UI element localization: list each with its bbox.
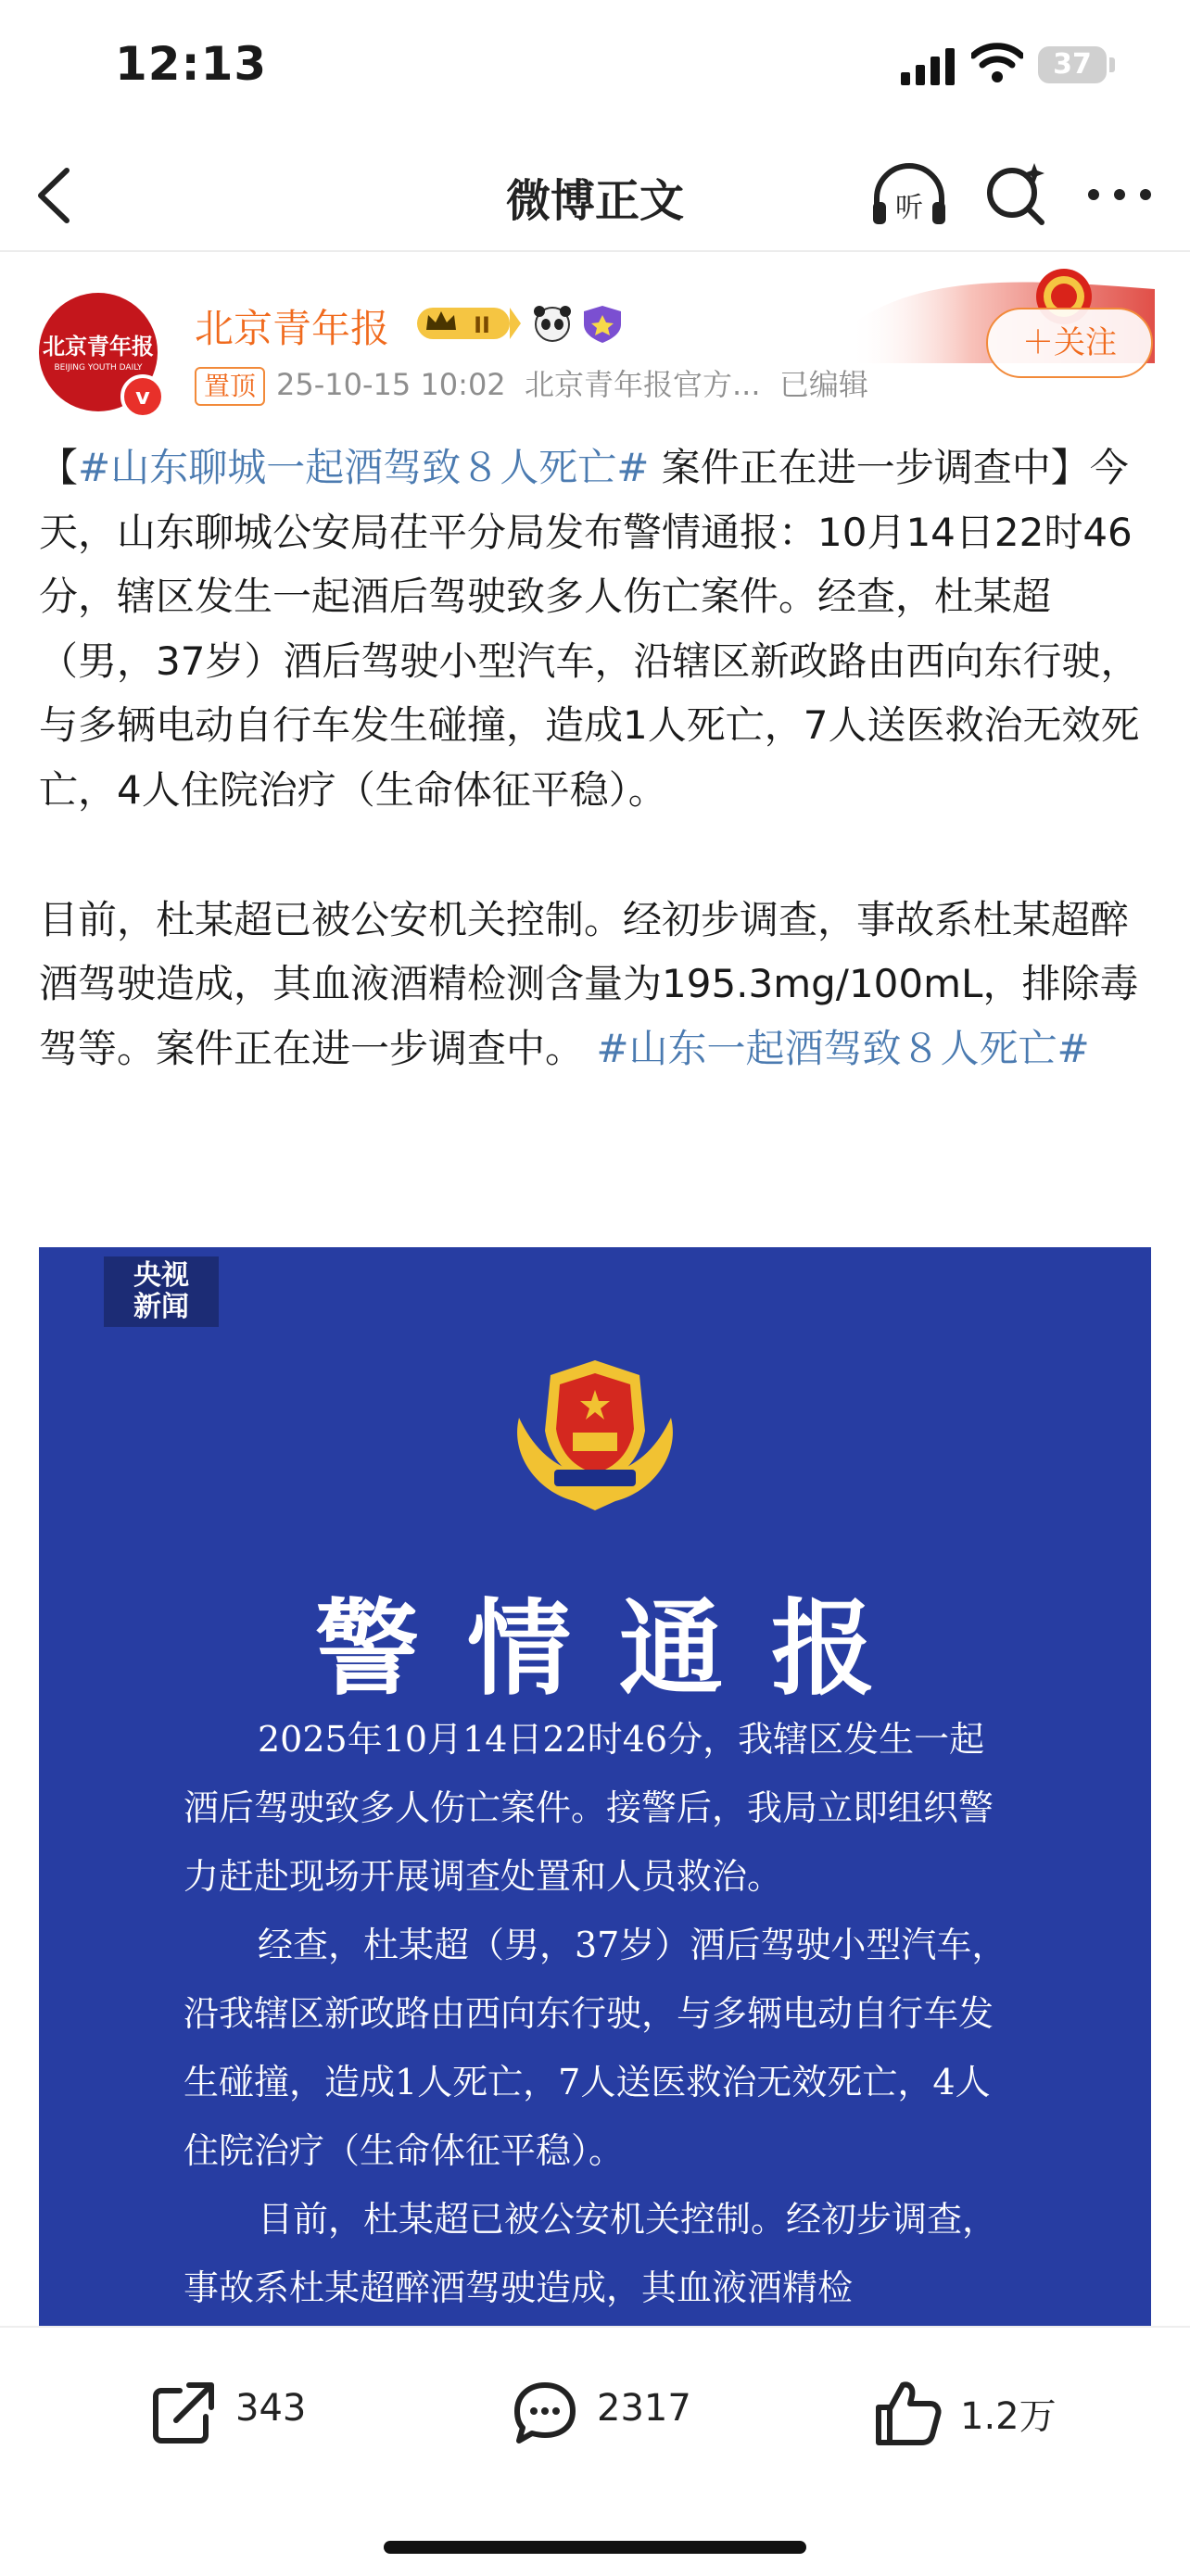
status-time: 12:13 xyxy=(115,37,268,91)
shield-badge-icon xyxy=(584,306,621,343)
nav-bar xyxy=(0,139,1190,252)
share-count: 343 xyxy=(235,2387,307,2430)
status-bar xyxy=(0,0,1190,139)
home-indicator[interactable] xyxy=(384,2541,806,2554)
share-icon xyxy=(146,2376,221,2450)
crown-level-badge-icon xyxy=(417,308,521,339)
post-source: 北京青年报官方... xyxy=(525,367,761,402)
notice-paragraph: 经查，杜某超（男，37岁）酒后驾驶小型汽车，沿我辖区新政路由西向东行驶，与多辆电动自行车发生碰撞，造成1人死亡，7人送医救治无效死亡，4人住院治疗（生命体征平稳）。 xyxy=(184,1925,1007,2171)
notice-paragraph: 目前，杜某超已被公安机关控制。经初步调查，事故系杜某超醉酒驾驶造成，其血液酒精检 xyxy=(184,2199,998,2308)
search-icon[interactable] xyxy=(981,158,1055,232)
page-title: 微博正文 xyxy=(505,175,684,227)
cellular-signal-icon xyxy=(901,48,958,85)
cctv-news-watermark: 央视 新闻 xyxy=(104,1256,219,1327)
paragraph-gap xyxy=(39,823,1151,888)
listen-label: 听 xyxy=(895,192,923,224)
follow-button[interactable]: ＋关注 xyxy=(986,308,1153,378)
author-name[interactable]: 北京青年报 xyxy=(195,306,390,351)
edited-label: 已编辑 xyxy=(779,367,868,402)
battery-level: 37 xyxy=(1053,48,1092,81)
paragraph-1-text: 案件正在进一步调查中】今天，山东聊城公安局茌平分局发布警情通报：10月14日22时46分，辖区发生一起酒后驾驶致多人伤亡案件。经查，杜某超（男，37岁）酒后驾驶小型汽车，沿辖区新政路由西向东行驶，与多辆电动自行车发生碰撞，造成1人死亡，7人送医救治无效死亡，4人住院治疗（生命体征平稳）。 xyxy=(39,445,1140,813)
hashtag-link-2[interactable]: #山东一起酒驾致８人死亡# xyxy=(584,1025,1090,1071)
bracket-open: 【 xyxy=(39,445,79,490)
user-badges xyxy=(417,302,630,345)
pinned-tag: 置顶 xyxy=(195,367,265,406)
notice-paragraph: 2025年10月14日22时46分，我辖区发生一起酒后驾驶致多人伤亡案件。接警后，我局立即组织警力赶赴现场开展调查处置和人员救治。 xyxy=(184,1719,994,1897)
avatar-logo-en: BEIJING YOUTH DAILY xyxy=(54,363,143,373)
listen-headphones-icon[interactable] xyxy=(867,158,951,232)
comment-icon xyxy=(508,2376,582,2450)
more-icon[interactable] xyxy=(1082,167,1157,222)
verified-v-icon: v xyxy=(120,374,165,419)
battery-tip xyxy=(1109,57,1115,72)
post-paragraph-1 xyxy=(39,436,1151,823)
bottom-action-bar xyxy=(0,2326,1190,2576)
author-row xyxy=(0,252,1190,410)
post-meta xyxy=(195,361,868,406)
wifi-icon xyxy=(971,41,1023,83)
battery-icon xyxy=(1038,46,1107,83)
comment-count: 2317 xyxy=(597,2387,691,2430)
thumbs-up-icon xyxy=(871,2376,945,2450)
panda-icon xyxy=(534,306,571,341)
post-time: 25-10-15 10:02 xyxy=(276,367,506,402)
hashtag-link[interactable]: #山东聊城一起酒驾致８人死亡# xyxy=(78,445,650,490)
notice-body xyxy=(184,1705,1018,2322)
level-badge-text: II xyxy=(474,312,490,338)
like-count: 1.2万 xyxy=(960,2395,1057,2438)
avatar-logo-text: 北京青年报 xyxy=(43,333,154,360)
police-badge-icon xyxy=(500,1353,690,1520)
post-paragraph-2 xyxy=(39,888,1151,1081)
paragraph-2-text: 目前，杜某超已被公安机关控制。经初步调查，事故系杜某超醉酒驾驶造成，其血液酒精检测含量为195.3mg/100mL，排除毒驾等。案件正在进一步调查中。 xyxy=(39,896,1139,1071)
notice-title: 警情通报 xyxy=(315,1588,923,1710)
post-body xyxy=(39,436,1151,1080)
